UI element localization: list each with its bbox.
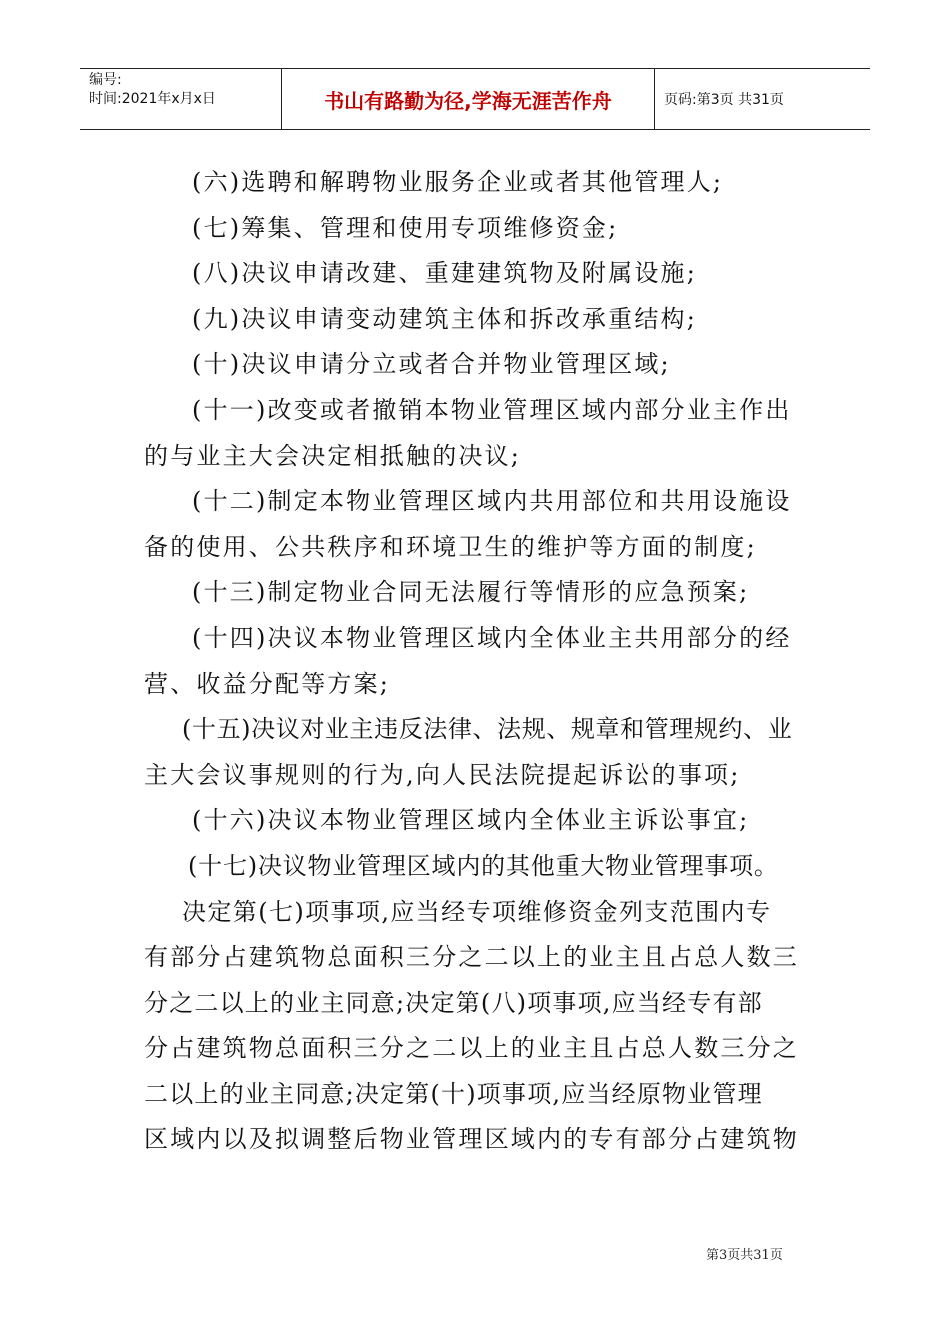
document-time-label: 时间:2021年x月x日	[89, 91, 216, 107]
body-line: (十二)制定本物业管理区域内共用部位和共用设施设	[192, 487, 792, 516]
body-line: 营、收益分配等方案;	[144, 669, 391, 698]
body-line: 分占建筑物总面积三分之二以上的业主且占总人数三分之	[144, 1034, 799, 1063]
body-line: 主大会议事规则的行为,向人民法院提起诉讼的事项;	[144, 760, 741, 789]
body-line: 区域内以及拟调整后物业管理区域内的专有部分占建筑物	[144, 1125, 799, 1154]
page-header	[80, 68, 870, 130]
body-line: (十五)决议对业主违反法律、法规、规章和管理规约、业	[182, 715, 793, 744]
body-line: (十)决议申请分立或者合并物业管理区域;	[192, 350, 671, 379]
page-footer-number: 第3页共31页	[706, 1248, 783, 1263]
body-line: (八)决议申请改建、重建建筑物及附属设施;	[192, 259, 698, 288]
body-line: 备的使用、公共秩序和环境卫生的维护等方面的制度;	[144, 532, 757, 561]
body-line: (十七)决议物业管理区域内的其他重大物业管理事项。	[188, 851, 779, 880]
body-line: (十一)改变或者撤销本物业管理区域内部分业主作出	[192, 395, 792, 424]
body-line: (七)筹集、管理和使用专项维修资金;	[192, 213, 619, 242]
body-line: 分之二以上的业主同意;决定第(八)项事项,应当经专有部	[144, 988, 763, 1017]
header-meta	[80, 69, 280, 129]
header-motto: 书山有路勤为径,学海无涯苦作舟	[281, 69, 655, 129]
body-line: 决定第(七)项事项,应当经专项维修资金列支范围内专	[182, 897, 772, 926]
body-line: (十三)制定物业合同无法履行等情形的应急预案;	[192, 578, 750, 607]
document-body	[144, 160, 812, 1163]
body-line: (十六)决议本物业管理区域内全体业主诉讼事宜;	[192, 806, 750, 835]
body-line: (六)选聘和解聘物业服务企业或者其他管理人;	[192, 168, 724, 196]
document-number-label: 编号:	[89, 72, 122, 88]
body-line: (十四)决议本物业管理区域内全体业主共用部分的经	[192, 623, 792, 652]
body-line: 的与业主大会决定相抵触的决议;	[144, 441, 522, 470]
header-page-info: 页码:第3页 共31页	[664, 92, 784, 108]
body-line: 有部分占建筑物总面积三分之二以上的业主且占总人数三	[144, 943, 799, 972]
body-line: (九)决议申请变动建筑主体和拆改承重结构;	[192, 304, 698, 333]
body-line: 二以上的业主同意;决定第(十)项事项,应当经原物业管理	[144, 1079, 763, 1108]
